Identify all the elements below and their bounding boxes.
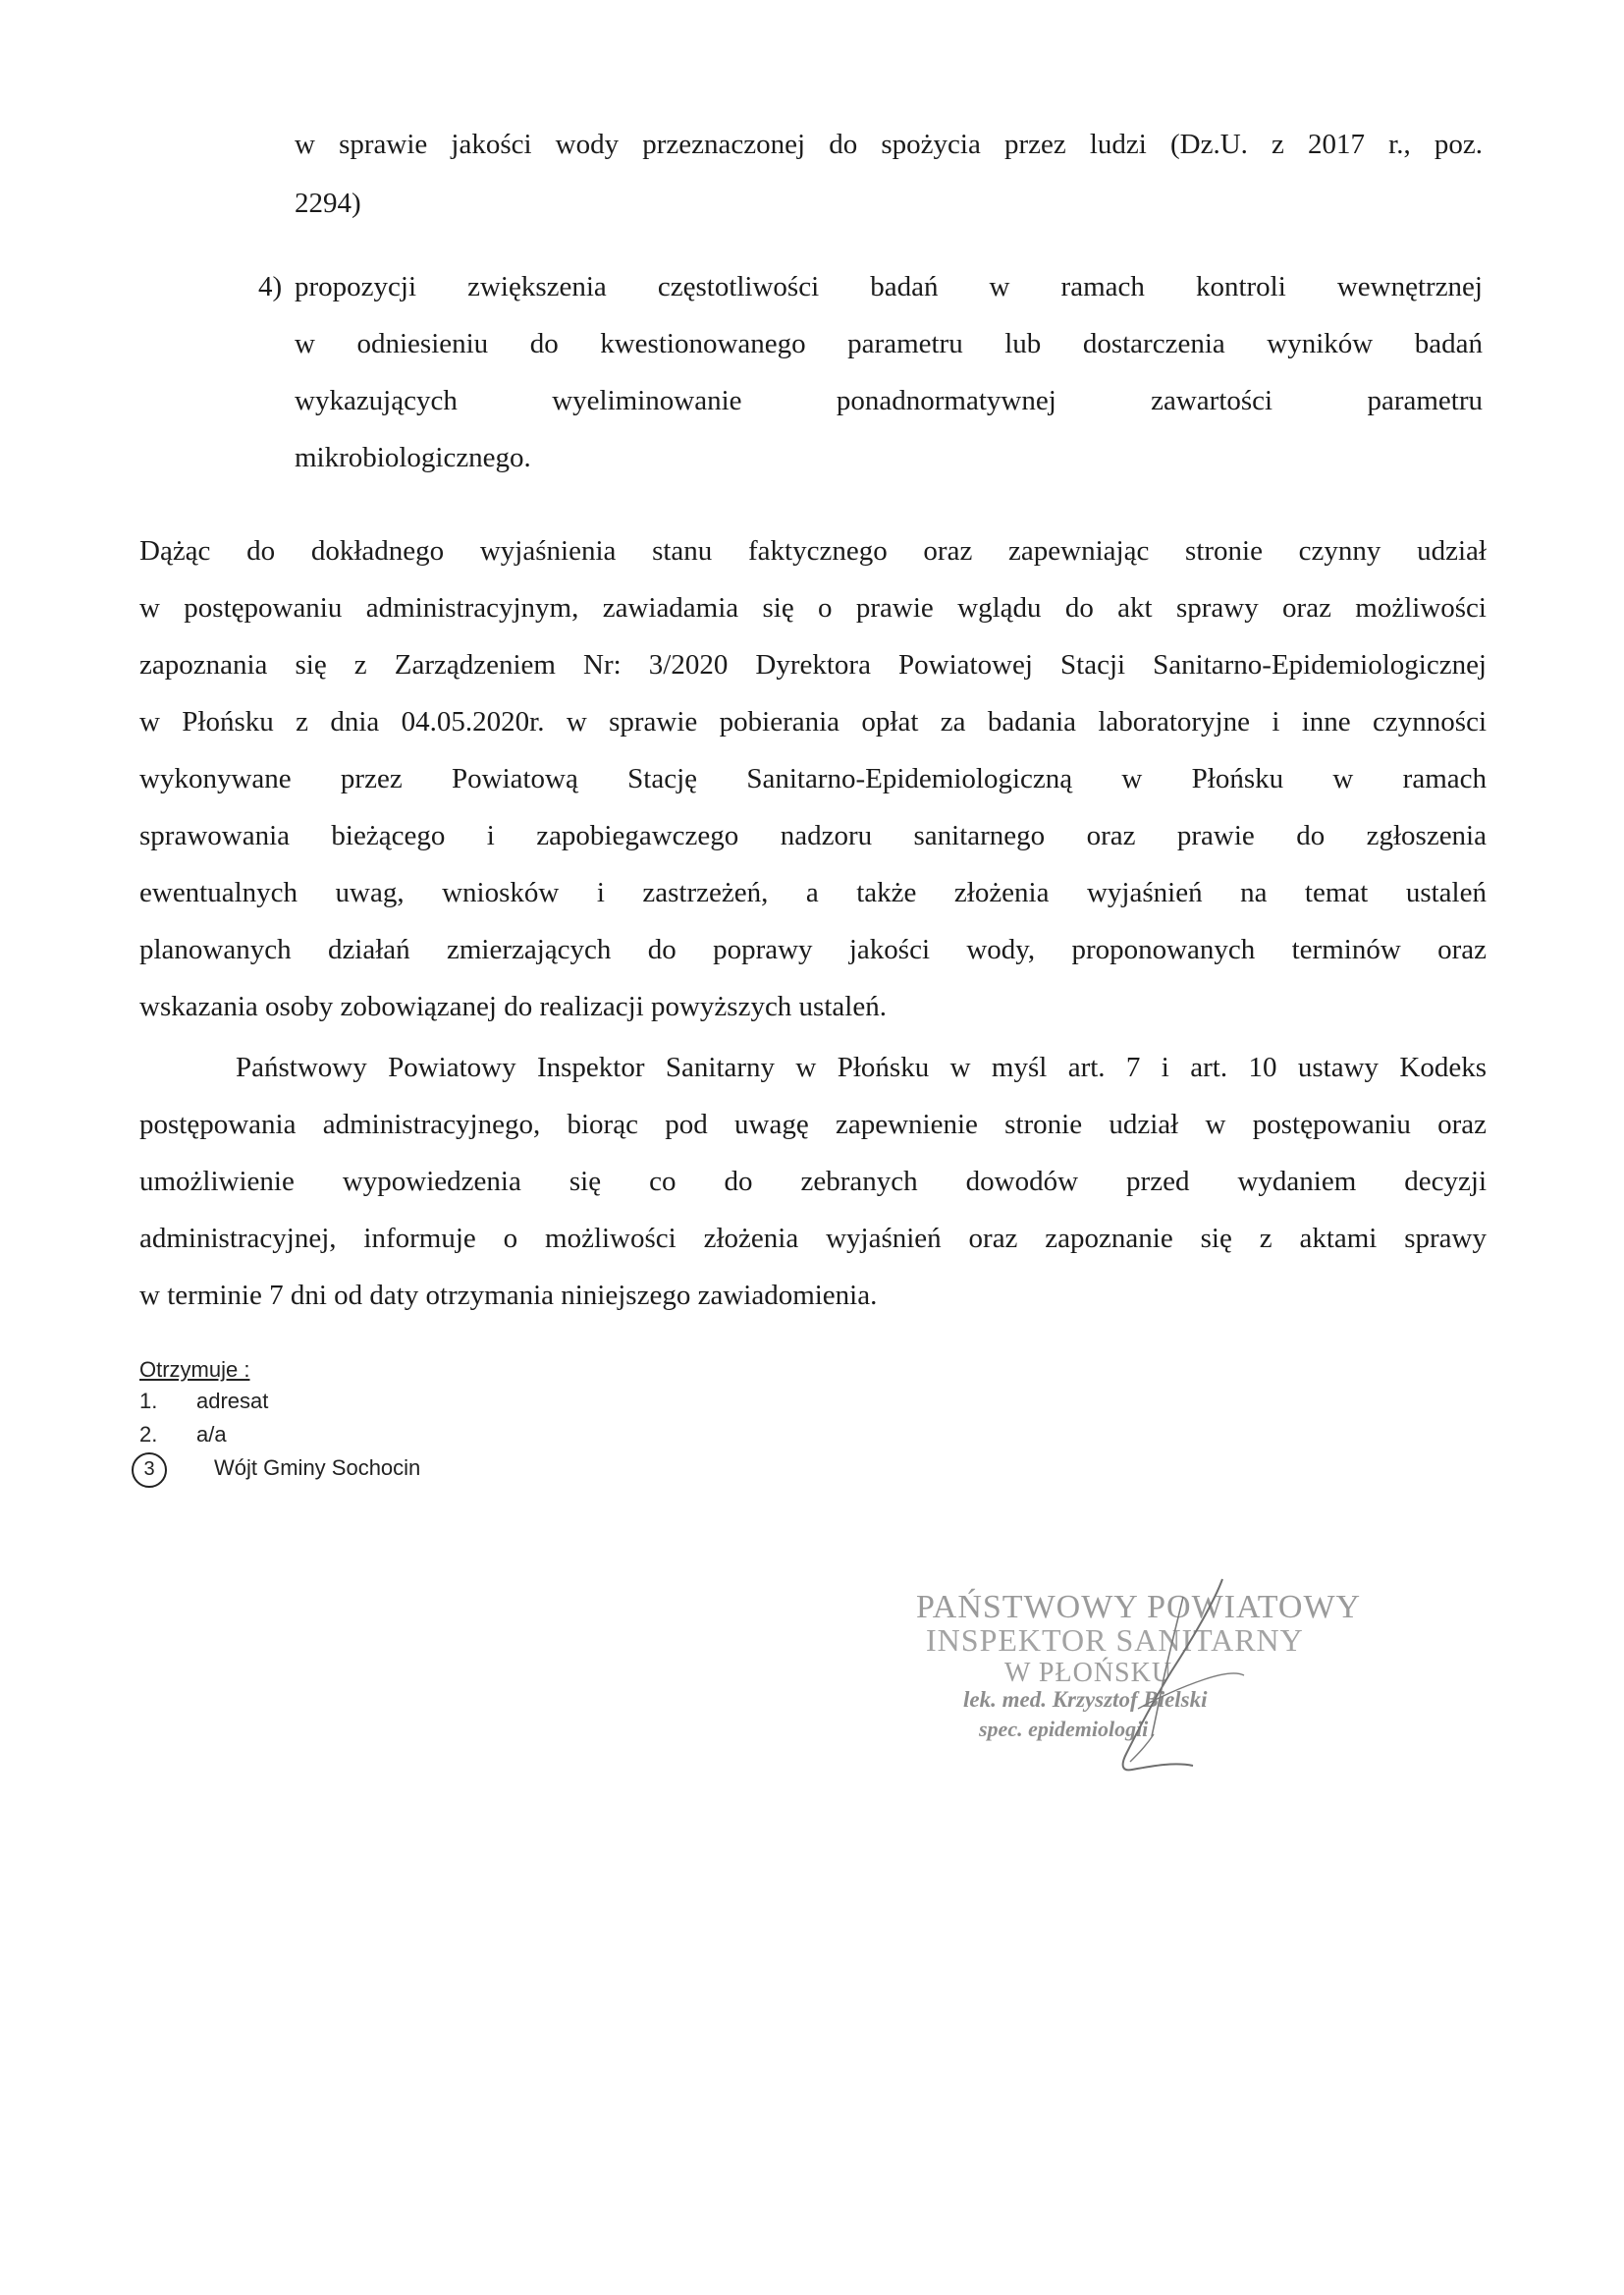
recipient-name: a/a bbox=[196, 1422, 227, 1447]
stamp-line-5: spec. epidemiologii bbox=[979, 1717, 1149, 1741]
list-item-line: mikrobiologicznego. bbox=[295, 442, 531, 473]
paragraph-line: Dążąc do dokładnego wyjaśnienia stanu faktycznego oraz zapewniając stronie czynny udział bbox=[139, 535, 1487, 567]
paragraph-line: administracyjnej, informuje o możliwości złożenia wyjaśnień oraz zapoznanie się z aktami sprawy bbox=[139, 1223, 1487, 1254]
stamp-line-4: lek. med. Krzysztof Bielski bbox=[963, 1687, 1208, 1712]
paragraph-line: w Płońsku z dnia 04.05.2020r. w sprawie pobierania opłat za badania laboratoryjne i inne czynności bbox=[139, 706, 1487, 738]
list-item-text bbox=[295, 258, 1483, 486]
recipients-list bbox=[139, 1355, 421, 1485]
official-stamp bbox=[898, 1561, 1362, 1787]
regulation-reference bbox=[295, 128, 1483, 161]
recipient-name: adresat bbox=[196, 1389, 269, 1413]
paragraph-line: wskazania osoby zobowiązanej do realizacji powyższych ustaleń. bbox=[139, 991, 887, 1022]
recipient-item bbox=[139, 1418, 249, 1451]
paragraph-line: ewentualnych uwag, wniosków i zastrzeżeń, a także złożenia wyjaśnień na temat ustaleń bbox=[139, 877, 1487, 908]
paragraph-line: postępowania administracyjnego, biorąc pod uwagę zapewnienie stronie udział w postępowaniu oraz bbox=[139, 1109, 1487, 1140]
list-item-line: wykazujących wyeliminowanie ponadnormatywnej zawartości parametru bbox=[295, 385, 1483, 416]
list-item-line: propozycji zwiększenia częstotliwości badań w ramach kontroli wewnętrznej bbox=[295, 271, 1483, 302]
paragraph-line: planowanych działań zmierzających do poprawy jakości wody, proponowanych terminów oraz bbox=[139, 934, 1487, 965]
list-item-line: w odniesieniu do kwestionowanego parametru lub dostarczenia wyników badań bbox=[295, 328, 1483, 359]
paragraph-line: umożliwienie wypowiedzenia się co do zebranych dowodów przed wydaniem decyzji bbox=[139, 1166, 1487, 1197]
recipients-heading: Otrzymuje : bbox=[139, 1357, 250, 1382]
recipient-item bbox=[139, 1451, 421, 1485]
stamp-line-2: INSPEKTOR SANITARNY bbox=[926, 1622, 1304, 1658]
paragraph-line: wykonywane przez Powiatową Stację Sanitarno-Epidemiologiczną w Płońsku w ramach bbox=[139, 763, 1487, 794]
recipient-number: 1. bbox=[139, 1389, 158, 1413]
recipient-name: Wójt Gminy Sochocin bbox=[214, 1455, 421, 1480]
list-item-number: 4) bbox=[258, 271, 283, 302]
paragraph-line: Państwowy Powiatowy Inspektor Sanitarny w Płońsku w myśl art. 7 i art. 10 ustawy Kodeks bbox=[236, 1052, 1487, 1083]
paragraph-line: zapoznania się z Zarządzeniem Nr: 3/2020 Dyrektora Powiatowej Stacji Sanitarno-Epidemiologicznej bbox=[139, 649, 1487, 681]
paragraph-inspector bbox=[139, 1039, 1487, 1324]
paragraph-notification bbox=[139, 522, 1487, 1035]
paragraph-line: sprawowania bieżącego i zapobiegawczego nadzoru sanitarnego oraz prawie do zgłoszenia bbox=[139, 820, 1487, 851]
recipient-number-circled: 3 bbox=[132, 1452, 167, 1488]
stamp-line-1: PAŃSTWOWY POWIATOWY bbox=[916, 1589, 1362, 1625]
regulation-reference-end bbox=[295, 187, 1483, 220]
recipient-number: 2. bbox=[139, 1422, 158, 1447]
stamp-line-3: W PŁOŃSKU bbox=[1004, 1658, 1173, 1688]
regulation-reference-line-1: w sprawie jakości wody przeznaczonej do spożycia przez ludzi (Dz.U. z 2017 r., poz. bbox=[295, 129, 1483, 160]
recipient-item bbox=[139, 1385, 269, 1418]
paragraph-line: w terminie 7 dni od daty otrzymania niniejszego zawiadomienia. bbox=[139, 1280, 878, 1311]
paragraph-line: w postępowaniu administracyjnym, zawiadamia się o prawie wglądu do akt sprawy oraz możliwości bbox=[139, 592, 1487, 624]
handwritten-signature bbox=[898, 1561, 1311, 1787]
regulation-reference-line-2: 2294) bbox=[295, 188, 361, 219]
